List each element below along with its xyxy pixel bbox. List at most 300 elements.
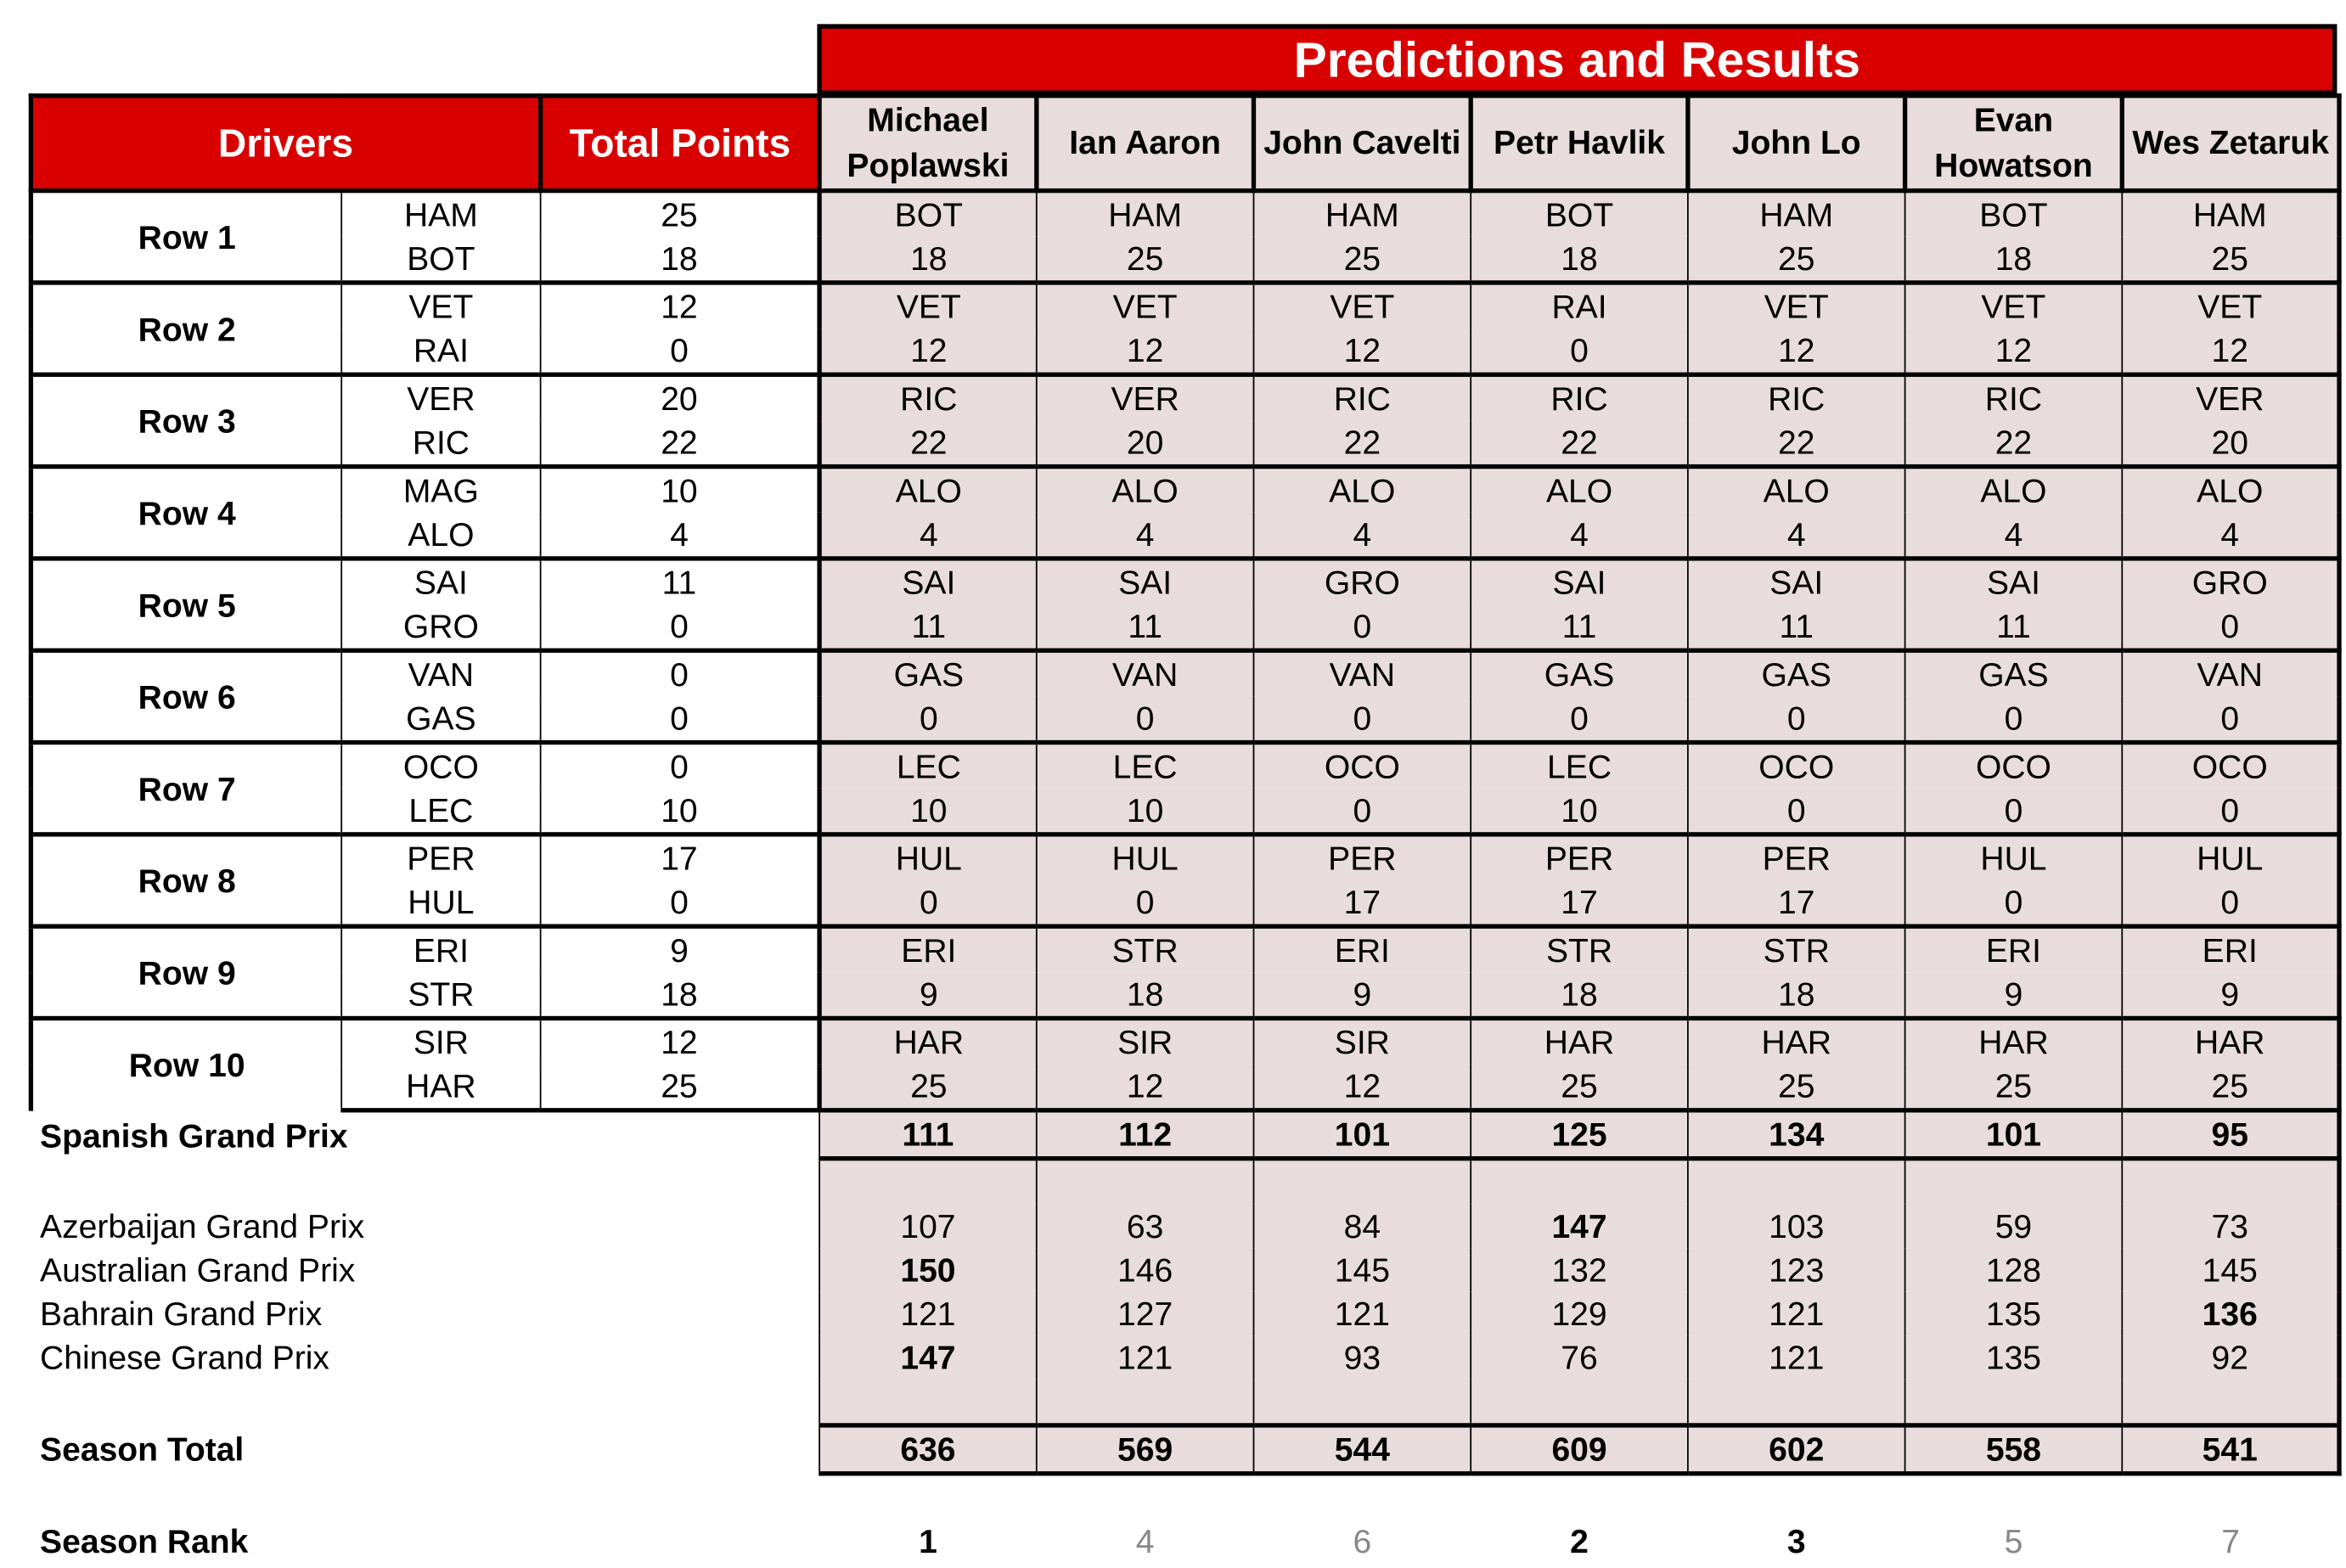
predicted-driver: SAI [1905,559,2123,604]
predicted-driver: HUL [1905,835,2123,880]
predicted-points: 25 [2122,237,2339,283]
driver-code: HAR [341,1065,540,1110]
predicted-driver: ALO [1253,467,1471,513]
predicted-points: 11 [819,604,1037,650]
predicted-points: 10 [819,789,1037,835]
predicted-driver: VET [1905,283,2123,329]
driver-points: 12 [541,1018,820,1064]
predicted-points: 22 [819,420,1037,466]
predicted-points: 0 [819,696,1037,742]
predicted-driver: ERI [819,926,1037,972]
season-total-value: 602 [1688,1425,1905,1474]
predicted-driver: OCO [1253,743,1471,789]
total-points-header: Total Points [541,96,820,191]
spacer-cell [1471,1474,1688,1520]
predicted-driver: LEC [1471,743,1688,789]
predicted-driver: RIC [1471,374,1688,420]
predicted-points: 4 [1253,513,1471,559]
driver-points: 0 [541,743,820,789]
predicted-driver: VER [1037,374,1254,420]
predicted-points: 0 [1253,604,1471,650]
predicted-driver: LEC [1037,743,1254,789]
predicted-points: 17 [1471,880,1688,926]
table-row [31,1425,2339,1474]
row-label: Row 8 [31,835,341,926]
row-label: Row 9 [31,926,341,1018]
row-label: Row 5 [31,559,341,650]
spacer-cell [1688,1380,1905,1425]
table-row [31,650,2339,696]
predicted-driver: SIR [1253,1018,1471,1064]
race-score: 101 [1253,1110,1471,1159]
predictor-header: John Lo [1688,96,1905,191]
predicted-points: 18 [1037,972,1254,1018]
predicted-driver: HAR [1905,1018,2123,1064]
predicted-points: 20 [2122,420,2339,466]
predicted-driver: RIC [1253,374,1471,420]
predicted-driver: VET [1037,283,1254,329]
table-row [31,1159,2339,1205]
predicted-driver: VET [819,283,1037,329]
driver-code: RIC [341,420,540,466]
race-score: 107 [819,1205,1037,1248]
spacer-cell [1905,1380,2123,1425]
driver-points: 18 [541,972,820,1018]
spacer-cell [1688,1159,1905,1205]
driver-points: 22 [541,420,820,466]
predicted-points: 11 [1471,604,1688,650]
predicted-points: 12 [1905,329,2123,374]
predicted-points: 4 [819,513,1037,559]
race-score: 95 [2122,1110,2339,1159]
predicted-driver: OCO [2122,743,2339,789]
predicted-driver: GAS [1688,650,1905,696]
predicted-points: 0 [2122,880,2339,926]
predicted-driver: ERI [2122,926,2339,972]
driver-points: 25 [541,1065,820,1110]
predicted-driver: SAI [1471,559,1688,604]
predicted-points: 25 [1471,1065,1688,1110]
driver-points: 10 [541,789,820,835]
predicted-driver: OCO [1905,743,2123,789]
row-label: Row 2 [31,283,341,374]
predicted-points: 9 [819,972,1037,1018]
driver-points: 9 [541,926,820,972]
predicted-driver: HAM [1253,191,1471,237]
predicted-points: 12 [1688,329,1905,374]
spacer-cell [1688,1474,1905,1520]
race-score: 93 [1253,1335,1471,1379]
predicted-points: 25 [819,1065,1037,1110]
spacer-cell [1037,1474,1254,1520]
predicted-driver: HUL [819,835,1037,880]
predicted-driver: STR [1688,926,1905,972]
predicted-driver: ALO [1037,467,1254,513]
table-row [31,283,2339,329]
table-row [31,1520,2339,1563]
predicted-driver: VAN [2122,650,2339,696]
spacer-cell [31,1474,819,1520]
predicted-driver: ALO [1905,467,2123,513]
predicted-driver: HAM [1688,191,1905,237]
season-rank-value: 7 [2221,1522,2241,1560]
spacer-cell [2122,1380,2339,1425]
driver-points: 25 [541,191,820,237]
predicted-driver: RIC [1905,374,2123,420]
driver-points: 4 [541,513,820,559]
race-score: 92 [2122,1335,2339,1379]
predicted-driver: HAR [1471,1018,1688,1064]
race-score: 63 [1037,1205,1254,1248]
predicted-driver: GAS [819,650,1037,696]
predicted-driver: GRO [1253,559,1471,604]
driver-points: 0 [541,329,820,374]
table-row [31,743,2339,789]
race-score: 132 [1471,1248,1688,1291]
predicted-driver: HAR [1688,1018,1905,1064]
spacer-cell [1905,1474,2123,1520]
predicted-points: 0 [1253,789,1471,835]
predicted-points: 0 [2122,696,2339,742]
driver-code: STR [341,972,540,1018]
predicted-driver: VAN [1037,650,1254,696]
predicted-driver: LEC [819,743,1037,789]
predicted-points: 0 [1253,696,1471,742]
predictions-table [29,93,2342,1563]
driver-code: SIR [341,1018,540,1064]
predicted-points: 17 [1253,880,1471,926]
predicted-driver: PER [1688,835,1905,880]
predicted-points: 25 [1688,1065,1905,1110]
season-rank-label: Season Rank [40,1522,249,1560]
season-rank-value: 2 [1570,1522,1589,1560]
predicted-points: 18 [1471,237,1688,283]
predicted-driver: HAM [1037,191,1254,237]
predicted-driver: HUL [2122,835,2339,880]
predicted-points: 4 [2122,513,2339,559]
race-label: Bahrain Grand Prix [40,1295,323,1333]
predicted-points: 9 [1905,972,2123,1018]
race-score: 111 [819,1110,1037,1159]
predicted-points: 25 [1688,237,1905,283]
predicted-driver: HAM [2122,191,2339,237]
driver-points: 17 [541,835,820,880]
predicted-driver: VAN [1253,650,1471,696]
row-label: Row 3 [31,374,341,466]
season-rank-value: 5 [2004,1522,2023,1560]
predicted-points: 12 [1037,329,1254,374]
driver-points: 12 [541,283,820,329]
spacer-cell [819,1474,1037,1520]
race-score: 121 [819,1292,1037,1335]
spacer-cell [1037,1159,1254,1205]
predicted-driver: GRO [2122,559,2339,604]
predicted-driver: VET [2122,283,2339,329]
season-rank-value: 3 [1786,1522,1806,1560]
race-score: 146 [1037,1248,1254,1291]
driver-code: VAN [341,650,540,696]
table-row [31,1205,2339,1248]
predicted-points: 0 [1037,880,1254,926]
predicted-points: 25 [1037,237,1254,283]
predicted-points: 9 [1253,972,1471,1018]
driver-points: 11 [541,559,820,604]
table-row [31,696,2339,742]
predicted-points: 25 [1905,1065,2123,1110]
driver-code: ALO [341,513,540,559]
driver-code: VET [341,283,540,329]
driver-code: SAI [341,559,540,604]
predicted-driver: ERI [1905,926,2123,972]
driver-code: OCO [341,743,540,789]
race-score: 121 [1688,1335,1905,1379]
predicted-points: 18 [1688,972,1905,1018]
race-score: 125 [1471,1110,1688,1159]
spacer-cell [1905,1159,2123,1205]
predicted-points: 22 [1905,420,2123,466]
season-total-value: 558 [1905,1425,2123,1474]
spacer-cell [1253,1159,1471,1205]
driver-points: 20 [541,374,820,420]
spacer-cell [31,1159,819,1205]
predicted-driver: ALO [1471,467,1688,513]
race-score: 127 [1037,1292,1254,1335]
season-rank-value: 6 [1353,1522,1372,1560]
driver-code: HUL [341,880,540,926]
predicted-points: 0 [1471,696,1688,742]
row-label: Row 10 [31,1018,341,1110]
table-row [31,237,2339,283]
race-score: 112 [1037,1110,1254,1159]
table-row [31,1335,2339,1379]
predicted-points: 9 [2122,972,2339,1018]
race-score: 145 [1253,1248,1471,1291]
predicted-points: 4 [1471,513,1688,559]
race-score: 84 [1253,1205,1471,1248]
spacer-cell [1037,1380,1254,1425]
season-total-value: 544 [1253,1425,1471,1474]
table-row [31,513,2339,559]
drivers-header: Drivers [31,96,540,191]
race-label: Spanish Grand Prix [40,1116,348,1155]
predicted-driver: HUL [1037,835,1254,880]
spacer-cell [1253,1380,1471,1425]
predicted-points: 0 [1905,696,2123,742]
predicted-driver: ALO [1688,467,1905,513]
predicted-driver: RIC [1688,374,1905,420]
season-total-value: 541 [2122,1425,2339,1474]
predicted-points: 18 [1905,237,2123,283]
predictor-header: Ian Aaron [1037,96,1254,191]
predictor-header: Wes Zetaruk [2122,96,2339,191]
predicted-points: 18 [819,237,1037,283]
table-row [31,329,2339,374]
predictor-header: Petr Havlik [1471,96,1688,191]
predicted-points: 0 [1471,329,1688,374]
predicted-points: 22 [1471,420,1688,466]
predicted-driver: STR [1471,926,1688,972]
predicted-points: 0 [1905,880,2123,926]
race-score: 121 [1037,1335,1254,1379]
table-row [31,789,2339,835]
predicted-points: 10 [1037,789,1254,835]
table-row [31,835,2339,880]
predicted-driver: ERI [1253,926,1471,972]
predicted-points: 0 [2122,604,2339,650]
driver-points: 18 [541,237,820,283]
table-row [31,559,2339,604]
predicted-driver: PER [1471,835,1688,880]
predicted-driver: VET [1253,283,1471,329]
season-total-label: Season Total [40,1430,245,1469]
race-score: 129 [1471,1292,1688,1335]
predicted-points: 11 [1905,604,2123,650]
season-total-value: 609 [1471,1425,1688,1474]
predicted-points: 18 [1471,972,1688,1018]
predicted-driver: SIR [1037,1018,1254,1064]
driver-code: RAI [341,329,540,374]
race-score: 147 [1471,1205,1688,1248]
race-score: 145 [2122,1248,2339,1291]
predicted-driver: GAS [1905,650,2123,696]
spacer-cell [819,1380,1037,1425]
spacer-cell [1253,1474,1471,1520]
race-score: 128 [1905,1248,2123,1291]
race-label: Azerbaijan Grand Prix [40,1207,365,1245]
spacer-cell [31,1380,819,1425]
driver-code: VER [341,374,540,420]
predictions-title-banner: Predictions and Results [817,24,2337,94]
predicted-driver: HAR [819,1018,1037,1064]
predicted-points: 10 [1471,789,1688,835]
driver-points: 0 [541,604,820,650]
spacer-cell [2122,1474,2339,1520]
predicted-points: 11 [1037,604,1254,650]
predicted-driver: VER [2122,374,2339,420]
table-row [31,604,2339,650]
driver-code: GAS [341,696,540,742]
predicted-driver: STR [1037,926,1254,972]
predicted-points: 12 [1037,1065,1254,1110]
race-score: 59 [1905,1205,2123,1248]
predicted-driver: BOT [1905,191,2123,237]
predicted-points: 4 [1037,513,1254,559]
table-row [31,1380,2339,1425]
predictor-header: Evan Howatson [1905,96,2123,191]
predicted-points: 0 [1688,696,1905,742]
table-row [31,1248,2339,1291]
predicted-driver: OCO [1688,743,1905,789]
season-total-value: 569 [1037,1425,1254,1474]
predicted-driver: RIC [819,374,1037,420]
predicted-points: 22 [1688,420,1905,466]
predicted-driver: BOT [819,191,1037,237]
predicted-driver: SAI [819,559,1037,604]
season-rank-value: 4 [1135,1522,1155,1560]
predicted-points: 12 [819,329,1037,374]
driver-code: MAG [341,467,540,513]
predicted-points: 12 [2122,329,2339,374]
predicted-points: 0 [1037,696,1254,742]
driver-points: 10 [541,467,820,513]
season-rank-value: 1 [919,1522,937,1560]
driver-code: PER [341,835,540,880]
race-score: 135 [1905,1292,2123,1335]
race-score: 101 [1905,1110,2123,1159]
race-score: 76 [1471,1335,1688,1379]
predicted-driver: ALO [819,467,1037,513]
driver-points: 0 [541,880,820,926]
driver-code: HAM [341,191,540,237]
table-row [31,880,2339,926]
race-score: 135 [1905,1335,2123,1379]
race-label: Chinese Grand Prix [40,1338,329,1377]
table-row [31,467,2339,513]
driver-code: ERI [341,926,540,972]
predicted-points: 0 [819,880,1037,926]
row-label: Row 1 [31,191,341,283]
predicted-points: 17 [1688,880,1905,926]
race-label: Australian Grand Prix [40,1250,356,1290]
season-total-value: 636 [819,1425,1037,1474]
race-score: 103 [1688,1205,1905,1248]
predicted-points: 12 [1253,1065,1471,1110]
predicted-driver: BOT [1471,191,1688,237]
predicted-points: 4 [1905,513,2123,559]
table-row [31,1065,2339,1110]
table-row [31,926,2339,972]
driver-points: 0 [541,696,820,742]
predicted-driver: VET [1688,283,1905,329]
predicted-points: 0 [2122,789,2339,835]
table-row [31,1018,2339,1064]
row-label: Row 7 [31,743,341,835]
predictor-header: John Cavelti [1253,96,1471,191]
table-row [31,374,2339,420]
table-row [31,1474,2339,1520]
predicted-driver: SAI [1037,559,1254,604]
predicted-points: 20 [1037,420,1254,466]
row-label: Row 4 [31,467,341,559]
predicted-driver: SAI [1688,559,1905,604]
predicted-points: 0 [1688,789,1905,835]
table-row [31,420,2339,466]
driver-code: LEC [341,789,540,835]
race-score: 136 [2122,1292,2339,1335]
race-score: 147 [819,1335,1037,1379]
row-label: Row 6 [31,650,341,742]
race-score: 73 [2122,1205,2339,1248]
spacer-cell [2122,1159,2339,1205]
table-row [31,972,2339,1018]
driver-code: BOT [341,237,540,283]
table-row [31,1110,2339,1159]
predicted-points: 25 [2122,1065,2339,1110]
predictor-header: Michael Poplawski [819,96,1037,191]
predicted-driver: PER [1253,835,1471,880]
predicted-driver: RAI [1471,283,1688,329]
predicted-points: 22 [1253,420,1471,466]
predicted-points: 4 [1688,513,1905,559]
predicted-driver: ALO [2122,467,2339,513]
race-score: 123 [1688,1248,1905,1291]
table-row [31,191,2339,237]
race-score: 121 [1253,1292,1471,1335]
predicted-points: 0 [1905,789,2123,835]
driver-code: GRO [341,604,540,650]
predicted-points: 11 [1688,604,1905,650]
spacer-cell [1471,1159,1688,1205]
